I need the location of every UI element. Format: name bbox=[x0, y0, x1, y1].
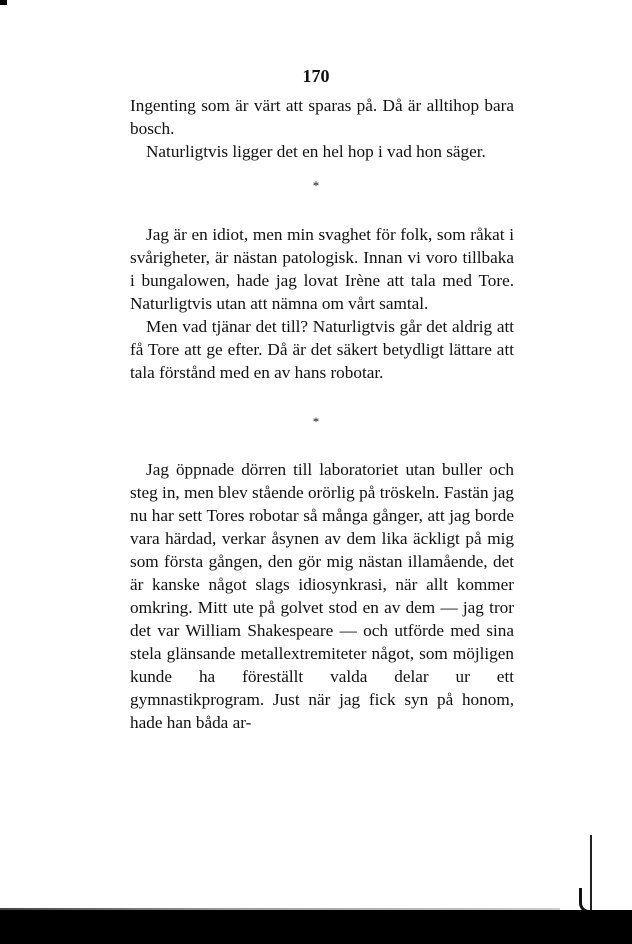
text-section-1 bbox=[130, 94, 514, 163]
paragraph: Jag är en idiot, men min svaghet för folk, som råkat i svårigheter, är nästan patologisk. Innan vi voro tillbaka i bungalowen, hade jag lovat Irène att tala med Tore. Naturligtvis utan att nämna om vårt samtal. bbox=[130, 225, 514, 313]
section-separator: * bbox=[312, 178, 320, 193]
scan-bottom-border bbox=[0, 910, 632, 944]
paragraph: Ingenting som är värt att sparas på. Då är alltihop bara bosch. bbox=[130, 96, 514, 138]
text-section-3 bbox=[130, 458, 514, 734]
paragraph: Jag öppnade dörren till laboratoriet utan buller och steg in, men blev stående orörlig på tröskeln. Fastän jag nu har sett Tores robotar så många gånger, att jag borde vara härdad, verkar åsynen av dem lika äckligt på mig som första gången, den gör mig nästan illamående, det är kanske något slags idiosynkrasi, när allt kommer omkring. Mitt ute på golvet stod en av dem — jag tror det var William Shakespeare — och utförde med sina stela glänsande metallextremiteter något, som möjligen kunde ha föreställt valda delar ur ett gymnastikprogram. Just när jag fick syn på honom, hade han båda ar- bbox=[130, 460, 514, 732]
paragraph: Naturligtvis ligger det en hel hop i vad hon säger. bbox=[146, 142, 486, 161]
paragraph: Men vad tjänar det till? Naturligtvis går det aldrig att få Tore att ge efter. Då är det säkert betydligt lättare att tala förstånd med en av hans robotar. bbox=[130, 317, 514, 382]
scan-corner-mark bbox=[0, 0, 7, 5]
section-separator: * bbox=[312, 414, 320, 429]
page-number: 170 bbox=[302, 66, 330, 86]
text-section-2 bbox=[130, 223, 514, 384]
